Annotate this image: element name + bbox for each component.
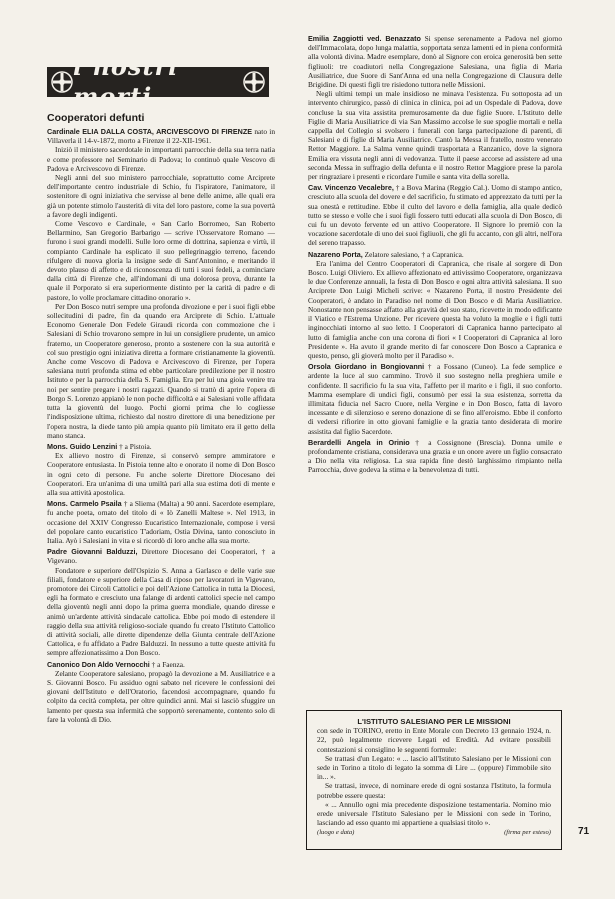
obituary-name: Cav. Vincenzo Vecalebre, — [308, 183, 394, 193]
obituary-name: Berardelli Angela in Orinio — [308, 437, 410, 447]
obituary-text: † a Faenza. — [151, 659, 185, 669]
obituary-text: Direttore Diocesano dei Cooperatori, † a Vigevano. — [47, 547, 276, 566]
obituary-paragraph: Negli anni del suo ministero parrocchiale, soprattutto come Arciprete dell'importante centro industriale di Schio, fu l'ispiratore, l'animatore, il sostenitore di ogni iniziativa che servisse al bene delle anime, alle quali era già un potente stimolo l'austerità di vita del loro pastore, come la sua povertà a favore degli indigenti. — [47, 173, 275, 219]
obituary-entry — [47, 547, 275, 657]
obituary-list-right — [308, 34, 562, 475]
signature-label: (firma per esteso) — [504, 829, 551, 837]
obituary-entry — [47, 660, 275, 724]
obituary-name: Mons. Carmelo Psaila — [47, 499, 122, 509]
place-date-label: (luogo e data) — [317, 829, 355, 837]
obituary-paragraph: Come Vescovo e Cardinale, « San Carlo Borromeo, San Roberto Bellarmino, San Gregorio Barbarigo — scrive l'Osservatore Romano — furono i suoi grandi modelli. Sulle loro orme di dottrina, sapienza e virtù, il compianto Cardinale ha esplicato il suo pellegrinaggio terreno, facendo rifulgere di nuova gloria la insigne sede di Sant'Antonino, e meritando il devoto plauso di affetto e di riconoscenza di tutti i suoi fedeli, a cominciare dalla città di Firenze che, all'indomani di una dolorosa prova, durante la quale il Porporato si era superiormente distinto per la carità di padre e di pastore, lo volle proclamare cittadino onorario ». — [47, 219, 275, 302]
obituary-paragraph — [308, 250, 562, 259]
obituary-entry — [47, 127, 275, 440]
section-title: Cooperatori defunti — [47, 112, 145, 124]
obituary-name: Nazareno Porta, — [308, 249, 363, 259]
obituary-paragraph: Fondatore e superiore dell'Ospizio S. Anna a Garlasco e delle varie sue filiali, fondatore e superiore della Casa di riposo per lavoratori in Vigevano, promotore dei Circoli Cattolici e poi dell'Azione Cattolica in tutta la Diocesi, egli ha formato e cresciuto una falange di ardenti cattolici specie nel campo della gioventù negli anni dopo la prima guerra mondiale, quando diresse e animò un'ardente attività sindacale cattolica. Ebbe poi modo di estendere il raggio della sua attività religioso-sociale quando fu creato l'Istituto Cattolico di attività sociali, alle dirette dipendenze della Giunta centrale dell'Azione Cattolica, e fu affidato a Padre Balduzzi. In nessuno a tutte queste attività fu sempre affezionatissimo a Don Bosco. — [47, 565, 275, 658]
obituary-paragraph — [47, 442, 275, 451]
notice-erede: Se trattasi, invece, di nominare erede di ogni sostanza l'Istituto, la formula potrebbe essere questa: — [317, 781, 551, 800]
obituary-entry — [308, 34, 562, 181]
obituary-paragraph — [47, 127, 275, 145]
obituary-paragraph: Negli ultimi tempi un male insidioso ne minava l'esistenza. Fu sottoposta ad un intervento chirurgico, passò di clinica in clinica, poi ad un Ospedale di Padova, dove concluse la sua vita assistita premurosamente da due figlie Suore. L'Istituto delle Figlie di Maria Ausiliatrice di via San Massimo accolse le sue spoglie mortali e nella cappella del Collegio si svolsero i funerali con larga partecipazione di parenti, di Salesiani e di figlie di Maria Ausiliatrice. Cantò la Messa il fratello, nostro venerato Rettor Maggiore. La Salma venne quindi trasportata a Ranzanico, dove la signora Emilia era vissuta negli anni di vedovanza. Tutte il paese accorse ad assistere ad una seconda Messa in suffragio della defunta e il nostro Rettor Maggiore prese la parola per ringraziare i presenti e ricordare l'umile e santa vita della sorella. — [308, 89, 562, 182]
obituary-name: Orsola Giordano in Bongiovanni — [308, 362, 425, 372]
obituary-paragraph — [308, 438, 562, 475]
left-column — [47, 112, 275, 726]
obituary-paragraph — [47, 547, 275, 565]
obituary-entry — [47, 499, 275, 545]
obituary-text: † a Bova Marina (Reggio Cal.). Uomo di stampo antico, cresciuto alla scuola del dovere e del sacrificio, fu stimato ed apprezzato da tutti per la sua onestà e rettitudine. Ebbe il culto del lavoro e della famiglia, alla quale dedicò tutto se stesso e volle che i suoi figli fossero tutti educati alla scuola di Don Bosco, di cui fu un devoto fervente ed un attivo Cooperatore. Il Signore lo premiò con la vocazione sacerdotale di uno dei suoi figliuoli, che gli fu accanto, con gli altri, nell'ora del sereno trapasso. — [308, 183, 562, 248]
obituary-text: Si spense serenamente a Padova nel giorno dell'Immacolata, dopo lunga malattia, sopportata senza lamenti ed in piena conformità alla volontà divina. Madre esemplare, donò al Signore con eroica generosità ben sette figliuoli: tre coadiutori nella Congregazione Salesiana, una figlia di Maria Ausiliatrice, due Suore di Sant'Anna ed una nella Congregazione di Clausura delle Brigidine. Di questi figli tre risiedono tuttora nelle Missioni. — [308, 34, 562, 90]
obituary-text: † a Pistoia. — [119, 441, 152, 451]
obituary-text: † a Fossano (Cuneo). La fede semplice e ardente la luce al suo cammino. Trovò il suo sostegno nella preghiera umile e confidente. Il sacrificio fu la sua vita, l'affetto per il marito e i figli, il suo conforto. Mamma esemplare di undici figli, consumò per essi la sua esistenza, sorretta da illimitata fiducia nel Sacro Cuore, nella Vergine e in Don Bosco, fatta di lavoro incessante e di silenzioso e sereno donazione di se fino all'eroismo. Ebbe il conforto di vedersi rifiorire in otto giovani famiglie e la grazia tanto desiderata di morire assistita dal figlio Sacerdote. — [308, 362, 562, 436]
obituary-paragraph: Ex allievo nostro di Firenze, si conservò sempre ammiratore e Cooperatore entusiasta. In Pistoia tenne alto e onorato il nome di Don Bosco in ogni ceto di persone. Fu anche solerte Direttore Diocesano dei Cooperatori. Era un'anima di una umiltà pari alla sua estima doti di mente e alla sua attività apostolica. — [47, 451, 275, 497]
obituary-entry — [308, 183, 562, 247]
obituary-paragraph — [47, 499, 275, 545]
banner-title: i nostri morti — [73, 52, 179, 111]
obituary-paragraph — [308, 183, 562, 247]
obituary-text: Zelatore salesiano, † a Capranica. — [364, 249, 464, 259]
obituary-entry — [308, 362, 562, 436]
section-banner — [47, 52, 269, 111]
obituary-paragraph — [47, 660, 275, 669]
obituary-paragraph — [308, 362, 562, 436]
obituary-text: † a Cossignone (Brescia). Donna umile e profondamente cristiana, considerava una grazia e un onore avere un figlio consacrato a Dio nella vita religiosa. La sua rapida fine destò larghissimo rimpianto nella Parrocchia, dove godeva la stima e la benevolenza di tutti. — [308, 437, 562, 475]
obituary-name: Padre Giovanni Balduzzi, — [47, 547, 138, 557]
obituary-list-left — [47, 127, 275, 724]
notice-legato: Se trattasi d'un Legato: « ... lascio all'Istituto Salesiano per le Missioni con sede in Torino a titolo di legato la somma di Lire ... (oppure) l'immobile sito in... ». — [317, 753, 551, 782]
cross-ornament-icon — [51, 71, 73, 93]
obituary-entry — [308, 250, 562, 360]
right-column — [308, 34, 562, 477]
signature-line — [317, 828, 551, 837]
legacy-notice-box — [306, 710, 562, 850]
obituary-entry — [47, 442, 275, 497]
notice-intro: con sede in TORINO, eretto in Ente Morale con Decreto 13 gennaio 1924, n. 22, può legalmente ricevere Legati ed Eredità. Ad evitare possibili contestazioni si consiglino le seguenti formule: — [317, 726, 551, 754]
obituary-text: † a Sliema (Malta) a 90 anni. Sacerdote esemplare, fu anche poeta, ornato del titolo di « Iò Zanelli Maltese ». Nel 1913, in occasione del XXIV Congresso Eucaristico Internazionale, compose i versi del popolare canto eucaristico T'adoriam, Ostia Divina, tanto conosciuto in Italia. Ayò i Salesiani in vita e si ricordò di loro anche alla sua morte. — [47, 499, 276, 545]
page-number: 71 — [578, 826, 590, 837]
obituary-paragraph: Zelante Cooperatore salesiano, propagò la devozione a M. Ausiliatrice e a S. Giovanni Bosco. Fu assiduo ogni sabato nel ricevere le confessioni dei giovani dell'Istituto e dell'Oratorio, facendosi accompagnare, quando fu colpito da cecità completa, per oltre quindici anni. Mai si lasciò sfuggire un lamento per questa sua infermità che sopportò serenamente, contento solo di fare la volontà di Dio. — [47, 668, 275, 724]
obituary-paragraph — [308, 34, 562, 89]
obituary-name: Canonico Don Aldo Vernocchi — [47, 659, 150, 669]
obituary-name: Emilia Zaggiotti ved. Benazzato — [308, 34, 421, 43]
obituary-paragraph: Era l'anima del Centro Cooperatori di Capranica, che risale al sorgere di Don Bosco. Luigi Oliviero. Ex allievo affezionato ed attivissimo Cooperatore, organizzava le due Conferenze annuali, la festa di Don Bosco e ogni altra attività salesiana. Il suo Arciprete Don Luigi Micheli scrive: « Nazareno Porta, il nostro Presidente dei Cooperatori, è andato in Paradiso nel nome di Don Bosco e di Maria Ausiliatrice. Nonostante non pensasse affatto alla gravità del suo stato, ricevette in modo edificante il Viatico e l'Estrema Unzione. Per ricevere questa ha voluto la moglie e i figli tutti inginocchiati intorno al suo letto. I Cooperatori di Capranica hanno partecipato al lutto di famiglia anche con una corona di fiori « I Cooperatori di Capranica al loro Presidente ». Ha avuto il grande merito di far conoscere Don Bosco a Capranica e questo, penso, gli gioverà molto per il Paradiso ». — [308, 258, 562, 360]
notice-formula: « ... Annullo ogni mia precedente disposizione testamentaria. Nomino mio erede universale l'Istituto Salesiano per le Missioni con sede in Torino, lasciando ad esso quanto mi appartiene a qualsiasi titolo ». — [317, 799, 551, 828]
obituary-paragraph: Iniziò il ministero sacerdotale in importanti parrocchie della sua terra natìa e come professore nel Seminario di Padova; lo continuò quale Vescovo di Padova e Arcivescovo di Firenze. — [47, 145, 275, 173]
obituary-paragraph: Per Don Bosco nutrì sempre una profonda divozione e per i suoi figli ebbe sollecitudini di padre, fin da quando era Arciprete di Schio. L'attuale Economo Generale Don Fedele Giraudi ricorda con commozione che i Salesiani di Schio trovarono sempre in lui un consigliere prudente, un amico fraterno, un Cooperatore generoso, pronto a sostenere con la sua autorità e col suo prestigio ogni iniziativa diretta a formare cristianamente la gioventù. Anche come Vescovo di Padova e Arcivescovo di Firenze, per l'opera salesiana nutrì profonda stima ed ebbe particolare predilezione per il nostro Istituto e per la parrocchia della S. Famiglia. Era per lui una gioia venire tra noi per sentire pregare i nostri ragazzi. Quando si trattò di aprire l'opera di Borgo S. Lorenzo appianò le non poche difficoltà e ai Salesiani volle affidata tutta la gioventù del luogo. Pochi giorni prima che lo cogliesse l'indisposizione ultima, richiesto dal nostro direttore di una benedizione per l'opera nostra, la diede tanto più ampia quanto più limitato era il getto della mano stanca. — [47, 301, 275, 440]
obituary-name: Mons. Guido Lenzini — [47, 441, 118, 451]
cross-ornament-icon — [243, 71, 265, 93]
obituary-text: nato in Villaverla il 14-v-1872, morto a Firenze il 22-XII-1961. — [47, 127, 275, 146]
notice-title: L'ISTITUTO SALESIANO PER LE MISSIONI — [357, 717, 511, 726]
obituary-entry — [308, 438, 562, 475]
obituary-name: Cardinale ELIA DALLA COSTA, ARCIVESCOVO DI FIRENZE — [47, 127, 253, 136]
